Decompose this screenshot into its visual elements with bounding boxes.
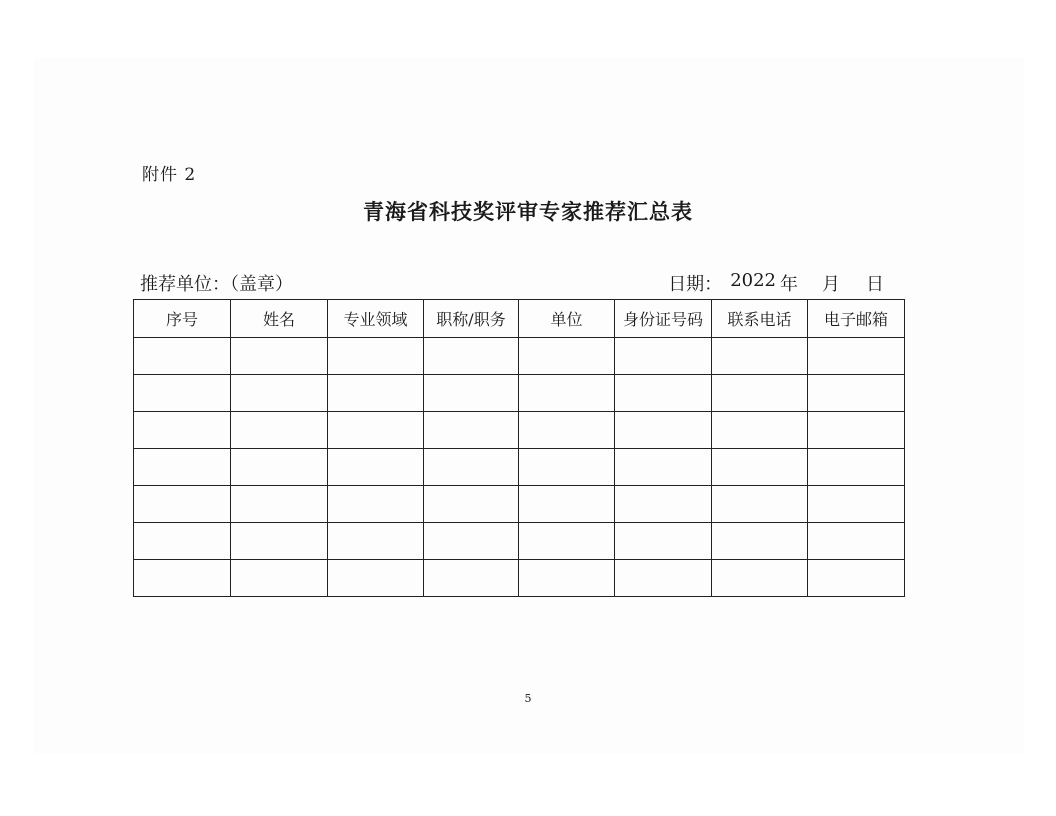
cell-email[interactable]: [808, 560, 905, 597]
table-header-row: [134, 300, 905, 338]
cell-phone[interactable]: [712, 449, 808, 486]
seal-note: （盖章）: [230, 274, 293, 295]
cell-phone[interactable]: [712, 486, 808, 523]
cell-organization[interactable]: [519, 412, 615, 449]
page-number: 5: [524, 692, 532, 705]
cell-email[interactable]: [808, 449, 905, 486]
recommender-label: 推荐单位：: [140, 274, 230, 295]
attachment-label: 附件 2: [142, 165, 197, 185]
cell-field[interactable]: [328, 412, 424, 449]
cell-index[interactable]: [134, 412, 231, 449]
cell-email[interactable]: [808, 523, 905, 560]
cell-organization[interactable]: [519, 486, 615, 523]
cell-title[interactable]: [424, 412, 519, 449]
cell-name[interactable]: [231, 560, 328, 597]
column-header-field: 专业领域: [328, 300, 424, 338]
cell-name[interactable]: [231, 523, 328, 560]
cell-organization[interactable]: [519, 449, 615, 486]
column-header-phone: 联系电话: [712, 300, 808, 338]
cell-email[interactable]: [808, 412, 905, 449]
cell-email[interactable]: [808, 338, 905, 375]
cell-title[interactable]: [424, 338, 519, 375]
column-header-title: 职称/职务: [424, 300, 519, 338]
table-row: [134, 486, 905, 523]
date-day-unit: 日: [866, 274, 884, 295]
cell-organization[interactable]: [519, 523, 615, 560]
date-year: 2022: [730, 270, 776, 291]
cell-email[interactable]: [808, 375, 905, 412]
cell-index[interactable]: [134, 523, 231, 560]
cell-organization[interactable]: [519, 338, 615, 375]
column-header-email: 电子邮箱: [808, 300, 905, 338]
cell-id-number[interactable]: [615, 338, 712, 375]
cell-index[interactable]: [134, 486, 231, 523]
table-row: [134, 523, 905, 560]
document-title: 青海省科技奖评审专家推荐汇总表: [363, 200, 693, 224]
cell-field[interactable]: [328, 338, 424, 375]
table-row: [134, 449, 905, 486]
column-header-name: 姓名: [231, 300, 328, 338]
recommender-line: [140, 270, 293, 296]
cell-id-number[interactable]: [615, 560, 712, 597]
date-year-unit: 年: [780, 274, 798, 295]
cell-id-number[interactable]: [615, 412, 712, 449]
cell-name[interactable]: [231, 338, 328, 375]
date-month-unit: 月: [822, 274, 840, 295]
cell-name[interactable]: [231, 375, 328, 412]
column-header-organization: 单位: [519, 300, 615, 338]
cell-phone[interactable]: [712, 412, 808, 449]
cell-email[interactable]: [808, 486, 905, 523]
date-label: 日期：: [668, 274, 723, 295]
cell-title[interactable]: [424, 449, 519, 486]
cell-organization[interactable]: [519, 375, 615, 412]
cell-index[interactable]: [134, 375, 231, 412]
cell-phone[interactable]: [712, 375, 808, 412]
cell-title[interactable]: [424, 375, 519, 412]
expert-summary-table: [133, 299, 905, 597]
table-body: [134, 338, 905, 597]
table-row: [134, 375, 905, 412]
cell-phone[interactable]: [712, 560, 808, 597]
cell-id-number[interactable]: [615, 486, 712, 523]
cell-index[interactable]: [134, 449, 231, 486]
cell-id-number[interactable]: [615, 523, 712, 560]
cell-name[interactable]: [231, 486, 328, 523]
cell-index[interactable]: [134, 560, 231, 597]
date-line: [668, 270, 884, 296]
cell-id-number[interactable]: [615, 375, 712, 412]
cell-index[interactable]: [134, 338, 231, 375]
cell-field[interactable]: [328, 375, 424, 412]
cell-phone[interactable]: [712, 523, 808, 560]
cell-field[interactable]: [328, 560, 424, 597]
cell-field[interactable]: [328, 449, 424, 486]
cell-name[interactable]: [231, 412, 328, 449]
cell-name[interactable]: [231, 449, 328, 486]
cell-organization[interactable]: [519, 560, 615, 597]
cell-title[interactable]: [424, 486, 519, 523]
cell-title[interactable]: [424, 560, 519, 597]
cell-title[interactable]: [424, 523, 519, 560]
column-header-index: 序号: [134, 300, 231, 338]
cell-field[interactable]: [328, 523, 424, 560]
table-row: [134, 412, 905, 449]
table-row: [134, 560, 905, 597]
cell-phone[interactable]: [712, 338, 808, 375]
column-header-id-number: 身份证号码: [615, 300, 712, 338]
table-row: [134, 338, 905, 375]
cell-id-number[interactable]: [615, 449, 712, 486]
cell-field[interactable]: [328, 486, 424, 523]
